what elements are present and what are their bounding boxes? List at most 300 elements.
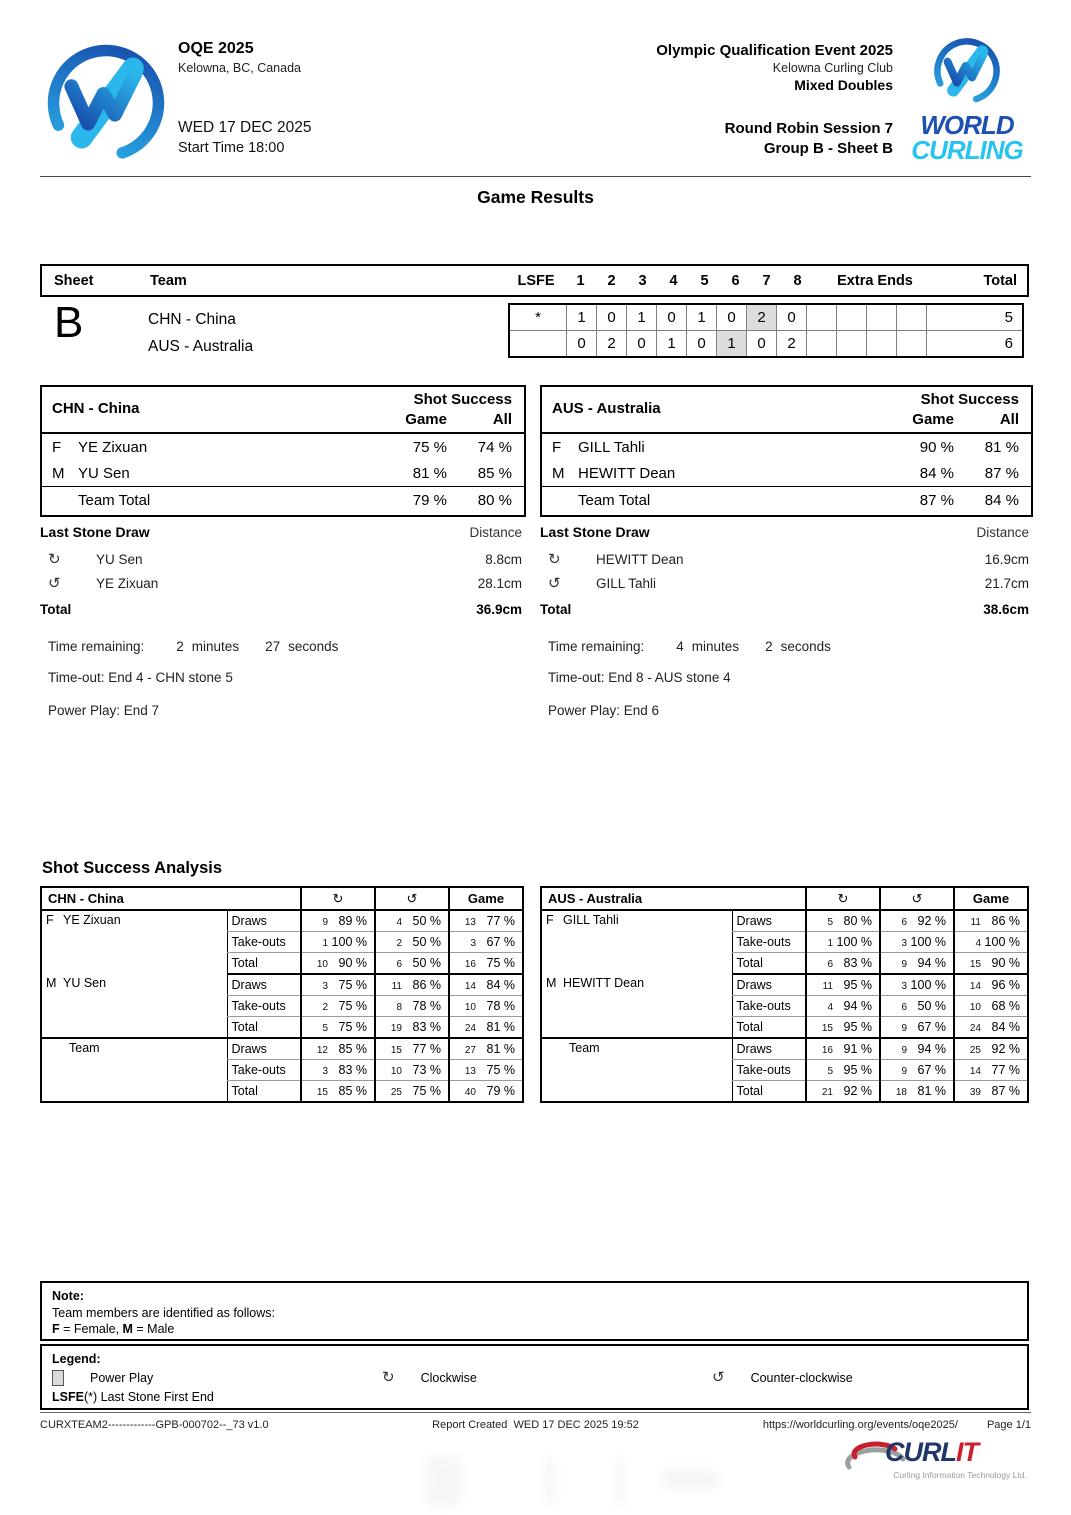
page-number: Page 1/1 <box>986 1419 1031 1431</box>
pct: 79 % <box>486 1084 515 1098</box>
team-total-game: 79 % <box>412 492 447 509</box>
session-name: Round Robin Session 7 <box>724 120 893 137</box>
lsd-player: GILL Tahli <box>596 575 657 591</box>
col-team: Team <box>150 272 187 289</box>
ss-col-game: Game <box>912 411 954 428</box>
count: 9 <box>901 1066 907 1077</box>
shot-type: Take-outs <box>732 1060 806 1081</box>
lsd-distance: 28.1cm <box>477 575 522 591</box>
pct: 77 % <box>412 1042 441 1056</box>
count: 16 <box>821 1045 833 1056</box>
count: 15 <box>316 1087 328 1098</box>
pct: 90 % <box>991 956 1020 970</box>
pct: 85 % <box>338 1042 367 1056</box>
end-cell: 0 <box>657 304 687 331</box>
power-play-chn: Power Play: End 7 <box>48 703 160 718</box>
end-cell: 0 <box>597 304 627 331</box>
pct: 77 % <box>486 914 515 928</box>
report-created-date: WED 17 DEC 2025 19:52 <box>513 1419 639 1431</box>
ss-col-all: All <box>999 411 1019 428</box>
seconds-unit: seconds <box>288 639 339 654</box>
pct: 50 % <box>412 914 441 928</box>
team-label: Team <box>569 1041 600 1055</box>
legend-box <box>40 1344 1029 1410</box>
col-end-8: 8 <box>793 272 802 289</box>
watermark <box>660 1468 720 1490</box>
analysis-team-name: CHN - China <box>41 887 301 910</box>
footer-divider <box>40 1412 1031 1413</box>
count: 6 <box>901 1002 907 1013</box>
player-pos: F <box>552 438 562 456</box>
pct: 78 % <box>412 999 441 1013</box>
count: 14 <box>969 1066 981 1077</box>
shot-type: Draws <box>227 974 301 996</box>
count: 15 <box>390 1045 402 1056</box>
count: 24 <box>969 1023 981 1034</box>
player-pos: F <box>52 438 62 456</box>
legend-lsfe <box>52 1389 1017 1406</box>
world-curling-word2: CURLING <box>911 135 1023 165</box>
lsd-distance: 21.7cm <box>984 575 1029 591</box>
sheet-letter: B <box>54 298 84 347</box>
extra-end-cell <box>867 304 897 331</box>
pct: 67 % <box>486 935 515 949</box>
count: 9 <box>901 1045 907 1056</box>
end-cell: 0 <box>717 304 747 331</box>
count: 9 <box>901 959 907 970</box>
pct: 87 % <box>991 1084 1020 1098</box>
ss-total-row <box>542 487 1031 514</box>
event-name: Olympic Qualification Event 2025 <box>656 42 893 59</box>
count: 13 <box>464 917 476 928</box>
world-curling-word1: WORLD <box>920 110 1014 140</box>
score-header-row <box>40 264 1029 297</box>
player-name: HEWITT Dean <box>563 976 645 990</box>
pct: 94 % <box>917 956 946 970</box>
count: 11 <box>822 981 833 992</box>
end-cell: 0 <box>687 331 717 358</box>
col-end-3: 3 <box>638 272 647 289</box>
shot-type: Draws <box>227 1038 301 1060</box>
pct: 94 % <box>843 999 872 1013</box>
count: 15 <box>821 1023 833 1034</box>
lsd-player: HEWITT Dean <box>596 551 684 567</box>
shot-type: Total <box>227 1081 301 1103</box>
count: 25 <box>969 1045 981 1056</box>
player-name: YE Zixuan <box>78 438 148 456</box>
session-date-block <box>178 119 312 156</box>
extra-end-cell <box>897 304 927 331</box>
team-total-all: 84 % <box>984 492 1019 509</box>
pct: 75 % <box>338 999 367 1013</box>
report-created <box>381 1419 691 1431</box>
lsd-total-label: Total <box>540 602 572 617</box>
male-text: = Male <box>132 1322 175 1336</box>
ss-team-name: AUS - Australia <box>552 400 661 417</box>
pct: 90 % <box>338 956 367 970</box>
extra-end-cell <box>807 331 837 358</box>
female-text: = Female, <box>59 1322 123 1336</box>
ss-player-row <box>542 434 1031 460</box>
shot-type: Total <box>227 1017 301 1039</box>
count: 11 <box>391 981 402 992</box>
col-lsfe: LSFE <box>517 272 555 289</box>
pct: 86 % <box>412 978 441 992</box>
lsd-row <box>40 571 522 595</box>
count: 27 <box>464 1045 476 1056</box>
player-game-pct: 75 % <box>412 438 447 456</box>
watermark <box>425 1455 461 1507</box>
pct: 100 % <box>910 935 946 949</box>
pct: 50 % <box>917 999 946 1013</box>
pct: 92 % <box>991 1042 1020 1056</box>
analysis-title: Shot Success Analysis <box>42 859 223 877</box>
clockwise-icon: ↻ <box>382 1368 395 1386</box>
player-pos: M <box>552 464 565 482</box>
shot-type: Take-outs <box>227 1060 301 1081</box>
ss-col-all: All <box>492 411 512 428</box>
count: 3 <box>901 981 907 992</box>
ss-title: Shot Success <box>413 391 512 408</box>
shot-success-box-aus <box>540 385 1033 517</box>
ss-player-row <box>42 460 524 486</box>
pct: 91 % <box>843 1042 872 1056</box>
shot-type: Total <box>732 953 806 975</box>
count: 3 <box>470 938 476 949</box>
pct: 75 % <box>486 956 515 970</box>
ss-player-row <box>42 434 524 460</box>
pct: 95 % <box>843 978 872 992</box>
lsfe-label: LSFE <box>52 1389 84 1404</box>
shot-type: Draws <box>732 1038 806 1060</box>
shot-type: Take-outs <box>227 996 301 1017</box>
counter-clockwise-icon: ↺ <box>712 1368 725 1386</box>
pct: 95 % <box>843 1063 872 1077</box>
end-cell: 1 <box>657 331 687 358</box>
seconds-value: 27 <box>265 639 281 654</box>
shot-type: Total <box>732 1081 806 1103</box>
female-code: F <box>52 1322 60 1336</box>
count: 10 <box>316 959 328 970</box>
lsd-total-row <box>40 602 522 617</box>
end-cell-power-play: 2 <box>747 304 777 331</box>
end-cell: 0 <box>777 304 807 331</box>
timeout-chn: Time-out: End 4 - CHN stone 5 <box>48 670 233 685</box>
count: 9 <box>901 1023 907 1034</box>
lsd-total-value: 38.6cm <box>983 602 1029 617</box>
score-row-chn <box>509 304 1023 331</box>
player-name: HEWITT Dean <box>578 464 676 482</box>
ss-team-name: CHN - China <box>52 400 140 417</box>
time-remaining-chn <box>48 639 338 654</box>
player-name: YU Sen <box>63 976 107 990</box>
count: 5 <box>827 917 833 928</box>
pct: 100 % <box>836 935 872 949</box>
shot-type: Total <box>227 953 301 975</box>
counter-clockwise-icon: ↺ <box>375 887 449 910</box>
start-time: Start Time 18:00 <box>178 140 285 156</box>
count: 5 <box>322 1023 328 1034</box>
shot-type: Draws <box>227 910 301 932</box>
count: 18 <box>895 1087 907 1098</box>
analysis-table-chn <box>40 886 524 1103</box>
player-game-pct: 81 % <box>412 464 447 482</box>
shot-type: Total <box>732 1017 806 1039</box>
player-game-pct: 84 % <box>919 464 954 482</box>
lsd-title: Last Stone Draw <box>540 524 650 540</box>
team-total-label: Team Total <box>578 492 651 509</box>
end-cell: 0 <box>627 331 657 358</box>
pct: 68 % <box>991 999 1020 1013</box>
count: 19 <box>390 1023 402 1034</box>
pct: 83 % <box>338 1063 367 1077</box>
player-pos: F <box>46 913 54 927</box>
analysis-row <box>541 974 1028 996</box>
minutes-value: 4 <box>676 639 684 654</box>
group-sheet: Group B - Sheet B <box>763 140 893 157</box>
counter-clockwise-icon: ↺ <box>48 575 61 592</box>
ss-player-row <box>542 460 1031 486</box>
time-remaining-label: Time remaining: <box>48 639 145 654</box>
report-created-label: Report Created <box>432 1419 508 1431</box>
note-line2 <box>52 1321 1017 1338</box>
count: 3 <box>322 981 328 992</box>
pct: 84 % <box>486 978 515 992</box>
count: 11 <box>970 917 981 928</box>
world-curling-mark-icon <box>42 33 170 173</box>
power-play-label: Power Play <box>90 1370 154 1385</box>
pct: 75 % <box>412 1084 441 1098</box>
count: 12 <box>316 1045 328 1056</box>
pct: 77 % <box>991 1063 1020 1077</box>
legend-label: Legend: <box>52 1352 101 1366</box>
player-all-pct: 74 % <box>477 438 512 456</box>
world-curling-mark-small-icon <box>902 34 1032 113</box>
count: 6 <box>901 917 907 928</box>
player-name: YE Zixuan <box>63 913 121 927</box>
analysis-table-aus <box>540 886 1029 1103</box>
pct: 78 % <box>486 999 515 1013</box>
player-pos: M <box>46 976 57 990</box>
count: 9 <box>322 917 328 928</box>
pct: 85 % <box>338 1084 367 1098</box>
legend-counter-clockwise <box>712 1370 1017 1387</box>
end-cell: 1 <box>627 304 657 331</box>
minutes-unit: minutes <box>691 639 740 654</box>
pct: 83 % <box>412 1020 441 1034</box>
note-box <box>40 1281 1029 1341</box>
event-location: Kelowna, BC, Canada <box>178 61 301 75</box>
pct: 100 % <box>331 935 367 949</box>
lsd-total-label: Total <box>40 602 72 617</box>
col-end-1: 1 <box>576 272 585 289</box>
counter-clockwise-icon: ↺ <box>548 575 561 592</box>
event-code: OQE 2025 <box>178 40 254 57</box>
event-code-block <box>178 40 301 75</box>
end-cell: 1 <box>687 304 717 331</box>
pct: 96 % <box>991 978 1020 992</box>
curlit-word-accent: IT <box>956 1437 978 1467</box>
player-name: YU Sen <box>78 464 130 482</box>
col-sheet: Sheet <box>54 272 94 289</box>
minutes-unit: minutes <box>191 639 240 654</box>
clockwise-icon: ↻ <box>48 551 61 568</box>
count: 15 <box>969 959 981 970</box>
minutes-value: 2 <box>176 639 184 654</box>
player-game-pct: 90 % <box>919 438 954 456</box>
player-name: GILL Tahli <box>563 913 619 927</box>
end-cell: 2 <box>597 331 627 358</box>
pct: 67 % <box>917 1020 946 1034</box>
event-name-block <box>656 42 893 93</box>
lsfe-text: (*) Last Stone First End <box>83 1389 214 1404</box>
seconds-unit: seconds <box>780 639 831 654</box>
pct: 86 % <box>991 914 1020 928</box>
team-name-chn: CHN - China <box>148 311 236 328</box>
analysis-row <box>41 974 523 996</box>
session-date: WED 17 DEC 2025 <box>178 119 312 136</box>
shot-type: Take-outs <box>227 932 301 953</box>
ss-total-row <box>42 487 524 514</box>
col-end-6: 6 <box>731 272 740 289</box>
pct: 92 % <box>843 1084 872 1098</box>
shot-type: Draws <box>732 910 806 932</box>
count: 10 <box>464 1002 476 1013</box>
end-cell: 0 <box>747 331 777 358</box>
analysis-row <box>41 910 523 932</box>
count: 14 <box>464 981 476 992</box>
pct: 95 % <box>843 1020 872 1034</box>
count: 10 <box>969 1002 981 1013</box>
ss-col-game: Game <box>405 411 447 428</box>
pct: 75 % <box>338 1020 367 1034</box>
shot-type: Take-outs <box>732 996 806 1017</box>
note-line1: Team members are identified as follows: <box>52 1305 276 1320</box>
clockwise-icon: ↻ <box>806 887 880 910</box>
footer-right <box>690 1419 1031 1431</box>
time-remaining-label: Time remaining: <box>548 639 645 654</box>
col-extra-ends: Extra Ends <box>837 272 913 289</box>
team-total-all: 80 % <box>477 492 512 509</box>
lsd-row <box>40 547 522 571</box>
header-divider <box>40 176 1031 177</box>
end-cell: 0 <box>567 331 597 358</box>
footer <box>40 1419 1031 1431</box>
pct: 92 % <box>917 914 946 928</box>
pct: 50 % <box>412 956 441 970</box>
lsd-player: YE Zixuan <box>96 575 159 591</box>
lsd-distance: 8.8cm <box>485 551 522 567</box>
page-title: Game Results <box>477 187 594 207</box>
curlit-word-main: CURL <box>885 1437 956 1467</box>
shot-success-box-chn <box>40 385 526 517</box>
score-grid <box>508 303 1024 358</box>
report-id: CURXTEAM2-------------GPB-000702--_73 v1.0 <box>40 1419 269 1431</box>
pct: 100 % <box>984 935 1020 949</box>
col-end-2: 2 <box>607 272 616 289</box>
analysis-row <box>41 1038 523 1060</box>
analysis-team-name: AUS - Australia <box>541 887 806 910</box>
player-name: GILL Tahli <box>578 438 645 456</box>
total-cell: 5 <box>927 304 1024 331</box>
counter-clockwise-icon: ↺ <box>880 887 954 910</box>
player-all-pct: 81 % <box>984 438 1019 456</box>
lsd-distance: 16.9cm <box>984 551 1029 567</box>
player-pos: M <box>546 976 557 990</box>
pct: 50 % <box>412 935 441 949</box>
analysis-col-game: Game <box>954 887 1028 910</box>
count: 8 <box>396 1002 402 1013</box>
legend-clockwise <box>382 1370 712 1387</box>
pct: 81 % <box>486 1042 515 1056</box>
pct: 67 % <box>917 1063 946 1077</box>
count: 3 <box>322 1066 328 1077</box>
count: 10 <box>390 1066 402 1077</box>
time-remaining-aus <box>548 639 831 654</box>
clockwise-icon: ↻ <box>548 551 561 568</box>
lsd-row <box>540 547 1029 571</box>
lsd-player: YU Sen <box>96 551 143 567</box>
male-code: M <box>122 1322 133 1336</box>
lsfe-cell: * <box>509 304 567 331</box>
curlit-subtitle: Curling Information Technology Ltd. <box>893 1470 1027 1480</box>
count: 13 <box>464 1066 476 1077</box>
extra-end-cell <box>807 304 837 331</box>
count: 3 <box>901 938 907 949</box>
pct: 100 % <box>910 978 946 992</box>
lsd-distance-label: Distance <box>469 525 522 540</box>
count: 14 <box>969 981 981 992</box>
note-label: Note: <box>52 1289 84 1303</box>
count: 24 <box>464 1023 476 1034</box>
col-end-7: 7 <box>762 272 771 289</box>
shot-type: Take-outs <box>732 932 806 953</box>
player-pos: F <box>546 913 554 927</box>
clockwise-icon: ↻ <box>301 887 375 910</box>
pct: 81 % <box>486 1020 515 1034</box>
legend-power-play <box>52 1370 382 1387</box>
count: 4 <box>975 938 981 949</box>
player-all-pct: 85 % <box>477 464 512 482</box>
power-play-icon <box>52 1370 64 1386</box>
count: 6 <box>396 959 402 970</box>
pct: 81 % <box>917 1084 946 1098</box>
pct: 73 % <box>412 1063 441 1077</box>
world-curling-logo <box>902 34 1032 163</box>
lsd-total-row <box>540 602 1029 617</box>
team-total-label: Team Total <box>78 492 151 509</box>
shot-type: Draws <box>732 974 806 996</box>
ss-title: Shot Success <box>920 391 1019 408</box>
count: 39 <box>969 1087 981 1098</box>
count: 2 <box>322 1002 328 1013</box>
team-label: Team <box>69 1041 100 1055</box>
end-cell: 2 <box>777 331 807 358</box>
venue: Kelowna Curling Club <box>772 61 893 75</box>
pct: 75 % <box>486 1063 515 1077</box>
extra-end-cell <box>867 331 897 358</box>
seconds-value: 2 <box>765 639 773 654</box>
count: 4 <box>827 1002 833 1013</box>
lsd-section-chn <box>40 524 522 617</box>
session-block <box>725 120 893 157</box>
analysis-row <box>541 910 1028 932</box>
score-row-aus <box>509 331 1023 358</box>
pct: 94 % <box>917 1042 946 1056</box>
count: 16 <box>464 959 476 970</box>
lsd-total-value: 36.9cm <box>476 602 522 617</box>
team-name-aus: AUS - Australia <box>148 338 254 355</box>
